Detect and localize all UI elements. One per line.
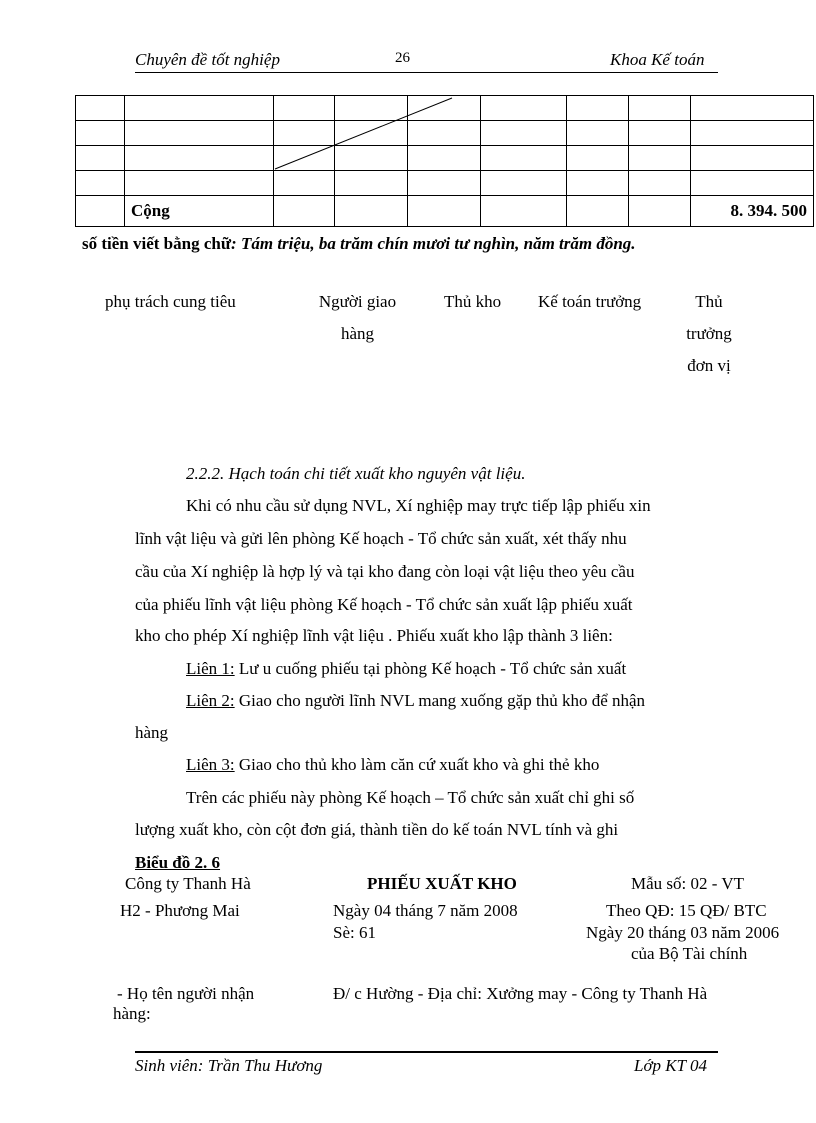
signature-supply: phụ trách cung tiêu xyxy=(105,292,236,311)
amount-in-words xyxy=(82,234,636,254)
receiver-label: - Họ tên người nhận xyxy=(117,984,255,1003)
company-address: H2 - Phương Mai xyxy=(120,901,240,920)
lien-1 xyxy=(186,659,626,679)
lien-2-text: Giao cho người lĩnh NVL mang xuống gặp thủ kho để nhận xyxy=(234,691,646,710)
signature-deliverer: Người giao hàng xyxy=(318,292,397,343)
para-line: lĩnh vật liệu và gửi lên phòng Kế hoạch - Tổ chức sản xuất, xét thấy nhu xyxy=(135,529,627,548)
receiver-value: Đ/ c Hường - Địa chỉ: Xưởng may - Công ty Thanh Hà xyxy=(333,984,708,1003)
amount-words-value: : Tám triệu, ba trăm chín mươi tư nghìn, năm trăm đồng. xyxy=(231,234,636,253)
form-date: Ngày 04 tháng 7 năm 2008 xyxy=(333,901,518,920)
total-label: Cộng xyxy=(125,196,274,227)
form-decision: Theo QĐ: 15 QĐ/ BTC xyxy=(606,901,767,920)
signature-storekeeper: Thủ kho xyxy=(444,292,502,311)
form-decision-date: Ngày 20 tháng 03 năm 2006 xyxy=(586,923,780,942)
header-left: Chuyên đề tốt nghiệp xyxy=(135,50,280,69)
chart-label: Biểu đồ 2. 6 xyxy=(135,853,221,872)
lien-2-continued: hàng xyxy=(135,723,169,742)
lien-3-text: Giao cho thủ kho làm căn cứ xuất kho và ghi thẻ kho xyxy=(234,755,600,774)
company-name: Công ty Thanh Hà xyxy=(125,874,251,893)
amount-words-label: số tiền viết bằng chữ xyxy=(82,234,232,253)
total-amount: 8. 394. 500 xyxy=(691,196,814,227)
footer-right: Lớp KT 04 xyxy=(634,1056,708,1075)
lien-3-label: Liên 3: xyxy=(186,755,235,774)
form-title: PHIẾU XUẤT KHO xyxy=(367,874,517,893)
form-decision-org: của Bộ Tài chính xyxy=(631,944,748,963)
para-line: của phiếu lĩnh vật liệu phòng Kế hoạch - Tổ chức sản xuất lập phiếu xuất xyxy=(135,595,633,614)
header-right: Khoa Kế toán xyxy=(610,50,705,69)
form-template: Mẫu số: 02 - VT xyxy=(631,874,745,893)
page-number: 26 xyxy=(395,50,410,66)
receiver-label-cont: hàng: xyxy=(113,1004,151,1023)
lien-1-label: Liên 1: xyxy=(186,659,235,678)
footer-rule xyxy=(135,1051,718,1053)
lien-3 xyxy=(186,755,599,775)
para-line: Khi có nhu cầu sử dụng NVL, Xí nghiệp may trực tiếp lập phiếu xin xyxy=(186,496,651,515)
lien-2-label: Liên 2: xyxy=(186,691,235,710)
form-number: Sè: 61 xyxy=(333,923,376,942)
footer-left: Sinh viên: Trần Thu Hương xyxy=(135,1056,323,1075)
signature-head-of-unit: Thủ trưởng đơn vị xyxy=(686,292,732,375)
lien-1-text: Lư u cuống phiếu tại phòng Kế hoạch - Tổ chức sản xuất xyxy=(234,659,627,678)
para-line: kho cho phép Xí nghiệp lĩnh vật liệu . Phiếu xuất kho lập thành 3 liên: xyxy=(135,626,613,645)
para2-line: Trên các phiếu này phòng Kế hoạch – Tổ chức sản xuất chỉ ghi số xyxy=(186,788,635,807)
lien-2 xyxy=(186,691,645,711)
signature-chief-accountant: Kế toán trưởng xyxy=(538,292,642,311)
para2-line: lượng xuất kho, còn cột đơn giá, thành tiền do kế toán NVL tính và ghi xyxy=(135,820,619,839)
section-title: 2.2.2. Hạch toán chi tiết xuất kho nguyên vật liệu. xyxy=(186,464,526,483)
para-line: cầu của Xí nghiệp là hợp lý và tại kho đang còn loại vật liệu theo yêu cầu xyxy=(135,562,635,581)
